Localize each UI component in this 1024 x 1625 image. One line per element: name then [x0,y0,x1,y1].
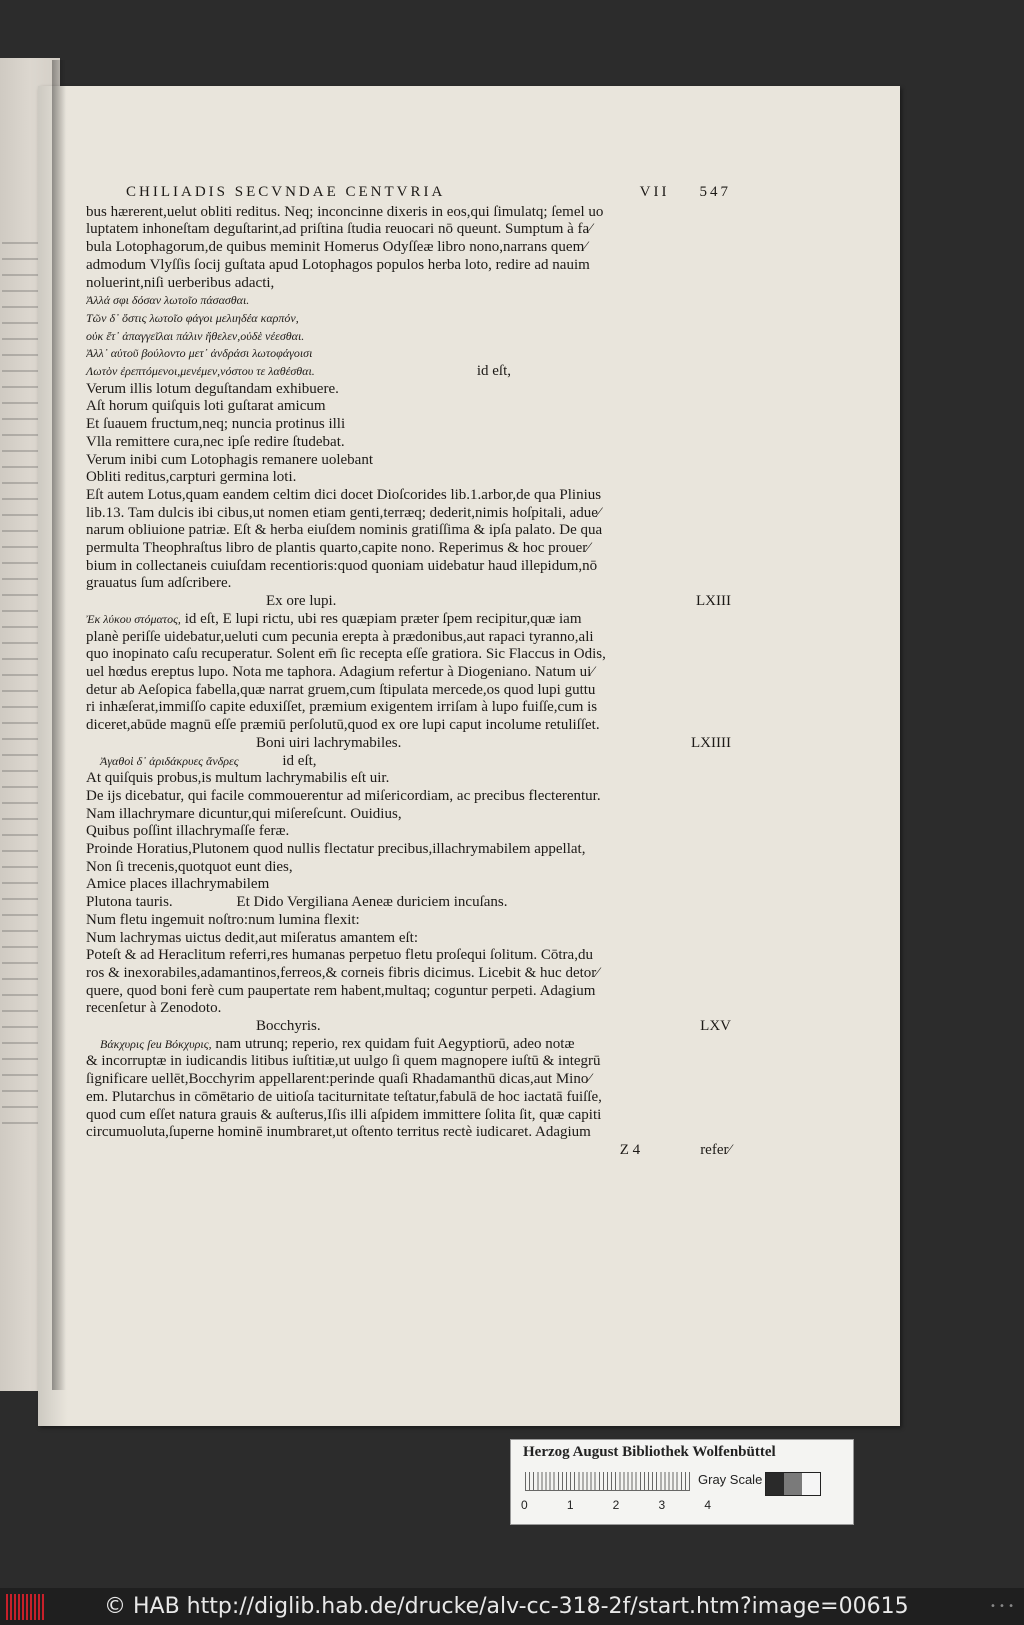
text-line: Non ſi trecenis,quotquot eunt dies, [86,858,293,875]
ruler-number: 0 [521,1498,528,1512]
paragraph-lotus [86,487,731,593]
gray-scale-label: Gray Scale [698,1472,763,1487]
swatch-black [766,1473,784,1495]
text-line: narum obliuione patriæ. Eſt & herba eiuſdem nominis gratiſſima & ipſa palato. De qua [86,522,603,539]
greek-line: Λωτὸν ἐρεπτόμενοι,μενέμεν,νόστου τε λαθέσθαι. [86,364,315,379]
gray-scale-card [510,1439,854,1525]
verse-line: Obliti reditus,carpturi germina loti. [86,469,297,486]
text-line: recenſetur à Zenodoto. [86,1000,222,1017]
centimeter-ruler [525,1472,690,1491]
text-line: Poteſt & ad Heraclitum referri,res humanas perpetuo fletu proſequi ſolitum. Cōtra,du [86,947,593,964]
text-line: Et Dido Vergiliana Aeneæ duriciem incuſans. [236,894,508,911]
adage-number: LXV [700,1018,731,1035]
page-number: 547 [699,184,731,200]
text-line: ri inhæſerat,immiſſo capite eduxiſſet, præmium exigentem irriſam à lupo fuiſſe,cum is [86,699,598,716]
text-line: quo inopinato caſu recuperatur. Solent em̄ ſic recepta eſſe gratiora. Sic Flaccus in Odis, [86,646,606,663]
text-line: permulta Theophraſtus libro de plantis quarto,capite nono. Reperimus & hoc prouer⁄ [86,540,590,557]
adage-63 [86,593,731,735]
text-line: De ijs dicebatur, qui facile commouerentur ad miſericordiam, ac precibus flecterentur. [86,787,601,804]
verse-line: Vlla remittere cura,nec ipſe redire ſtudebat. [86,433,345,450]
text-line: uel hœdus ereptus lupo. Nota me taphora. Adagium refertur à Diogeniano. Natum ui⁄ [86,663,594,680]
adage-greek: Ἀγαθοὶ δ᾽ ἀριδάκρυες ἄνδρες [100,753,239,768]
ruler-numbers [521,1498,711,1512]
greek-line: οὐκ ἔτ᾽ ἀπαγγεῖλαι πάλιν ἤθελεν,οὐδὲ νέεσθαι. [86,328,305,343]
adage-heading [86,735,731,753]
footer-bar [0,1588,1024,1625]
text-line [86,753,731,771]
verse-line: Verum inibi cum Lotophagis remanere uolebant [86,451,373,468]
adage-number: LXIII [696,593,731,610]
latin-verse-translation [86,381,731,487]
footer-dots: • • • [989,1601,1014,1612]
text-line: Num lachrymas uictus dedit,aut miſeratus amantem eſt: [86,929,418,946]
adage-title: Ex ore lupi. [266,593,337,610]
text-line: quod cum eſſet natura grauis & auſterus,Iſis illi aſpidem immittere ſolita ſit, quæ capiti [86,1106,602,1123]
text-line [86,611,731,629]
text-line: bula Lotophagorum,de quibus meminit Homerus Odyſſeæ libro nono,narrans quem⁄ [86,239,587,256]
text-line: At quiſquis probus,is multum lachrymabilis eſt uir. [86,770,390,787]
greek-quotation-homer [86,292,731,381]
text-line [86,894,731,912]
text-line: Amice places illachrymabilem [86,876,270,893]
swatch-white [802,1473,820,1495]
greek-line: Ἀλλά σφι δόσαν λωτοῖο πάσασθαι. [86,293,250,308]
text-line: nam utrunq; reperio, rex quidam fuit Aegyptiorū, adeo notæ [215,1035,575,1052]
text-line: id eſt, E lupi rictu, ubi res quæpiam præter ſpem recipitur,quæ iam [184,610,582,627]
ruler-number: 3 [658,1498,666,1512]
text-line: diceret,abūde magnū eſſe præmiū perſolutū,quod ex ore lupi caput incolume retuliſſet. [86,717,600,734]
running-head [86,184,731,202]
adage-heading [86,1018,731,1036]
page-text [86,184,731,1160]
text-line: em. Plutarchus in cōmētario de uitioſa taciturnitate teſtatur,fabulā de hoc iactatā fuiſſe, [86,1088,602,1105]
verse-line: Et ſuauem fructum,neq; nuncia protinus illi [86,416,346,433]
text-line: ros & inexorabiles,adamantinos,ferreos,& corneis fibris dicimus. Licebit & huc detor⁄ [86,964,599,981]
running-head-title: CHILIADIS SECVNDAE CENTVRIA [126,184,446,200]
verse-line: Aſt horum quiſquis loti guſtarat amicum [86,398,326,415]
ruler-number: 2 [612,1498,620,1512]
text-line: bium in collectaneis cuiuſdam recentioris:quod quoniam uidebatur haud illepidum,nō [86,557,598,574]
previous-page-text-fragments [2,228,42,1128]
text-line: detur ab Aeſopica fabella,quæ narrat gruem,cum ſtipulata mercede,os quod lupi guttu [86,681,596,698]
text-line: ſignificare uellēt,Bocchyrim appellarent:perinde quaſi Rhadamanthū dicas,aut Mino⁄ [86,1071,591,1088]
adage-title: Bocchyris. [256,1018,321,1035]
adage-65 [86,1018,731,1142]
ruler-number: 4 [704,1498,711,1512]
adage-greek: Ἐκ λύκου στόματος, [86,611,181,626]
adage-title: Boni uiri lachrymabiles. [256,734,402,751]
footer-copyright-link[interactable]: © HAB http://diglib.hab.de/drucke/alv-cc-318-2f/start.htm?image=00615 [104,1594,909,1619]
signature-mark: Z 4 [619,1141,641,1158]
adage-greek: Βάκχυρις ſeu Βόκχυρις, [100,1036,212,1051]
text-line: noluerint,niſi uerberibus adacti, [86,274,275,291]
text-line: grauatus ſum adſcribere. [86,575,232,592]
greek-line: Ἀλλ᾽ αὐτοῦ βούλοντο μετ᾽ ἀνδράσι λωτοφάγοισι [86,346,313,361]
id-est-label: id eſt, [476,363,511,380]
text-line: luptatem inhoneſtam deguſtarint,ad priſtina ſtudia reuocari nō queunt. Sumptum à fa⁄ [86,221,592,238]
text-line: lib.13. Tam dulcis ibi cibus,ut nomen etiam genti,terræq; dederit,nimis hoſpitali, adue⁄ [86,504,601,521]
text-line: Plutona tauris. [86,894,173,911]
page-footer-marks [86,1142,731,1160]
text-line: Quibus poſſint illachrymaſſe feræ. [86,823,290,840]
id-est-label: id eſt, [282,752,317,769]
text-line: circumuoluta,ſuperne hominē inumbraret,ut oſtento territus rectè iudicaret. Adagium [86,1124,591,1141]
text-line: admodum Vlyſſis ſocij guſtata apud Lotophagos populos herba loto, redire ad nauim [86,256,590,273]
text-line: Proinde Horatius,Plutonem quod nullis flectatur precibus,illachrymabilem appellat, [86,841,586,858]
library-name: Herzog August Bibliothek Wolfenbüttel [523,1444,776,1460]
adage-64 [86,735,731,1018]
swatch-gray [784,1473,802,1495]
verse-line: Verum illis lotum deguſtandam exhibuere. [86,380,339,397]
text-line: Nam illachrymare dicuntur,qui miſereſcunt. Ouidius, [86,805,402,822]
text-line: & incorruptæ in iudicandis litibus iuſtitiæ,ut uulgo ſi quem magnopere iuſtū & integrū [86,1053,601,1070]
gray-scale-swatch [765,1472,821,1496]
greek-line-with-idest [86,363,731,381]
text-line: planè periſſe uidebatur,ueluti cum pecunia erepta à prædonibus,aut rapaci tyranno,ali [86,628,594,645]
binding-shadow [52,60,66,1390]
text-line [86,1036,731,1054]
ruler-number: 1 [566,1498,574,1512]
text-line: Eſt autem Lotus,quam eandem celtim dici docet Dioſcorides lib.1.arbor,de qua Plinius [86,486,602,503]
adage-heading [86,593,731,611]
paragraph-lotophagi [86,204,731,293]
text-line: bus hærerent,uelut obliti reditus. Neq; inconcinne dixeris in eos,qui ſimulatq; ſemel uo [86,203,604,220]
catchword: refer⁄ [700,1141,731,1158]
book-page [38,86,900,1426]
hab-logo-icon [6,1594,46,1620]
text-line: Num fletu ingemuit noſtro:num lumina flexit: [86,911,360,928]
text-line: quere, quod boni ferè cum paupertate rem habent,multaq; coguntur perpeti. Adagium [86,982,596,999]
greek-line: Τῶν δ᾽ ὅστις λωτοῖο φάγοι μελιηδέα καρπόν, [86,310,299,325]
running-head-section: VII [639,184,670,200]
adage-number: LXIIII [691,734,731,751]
